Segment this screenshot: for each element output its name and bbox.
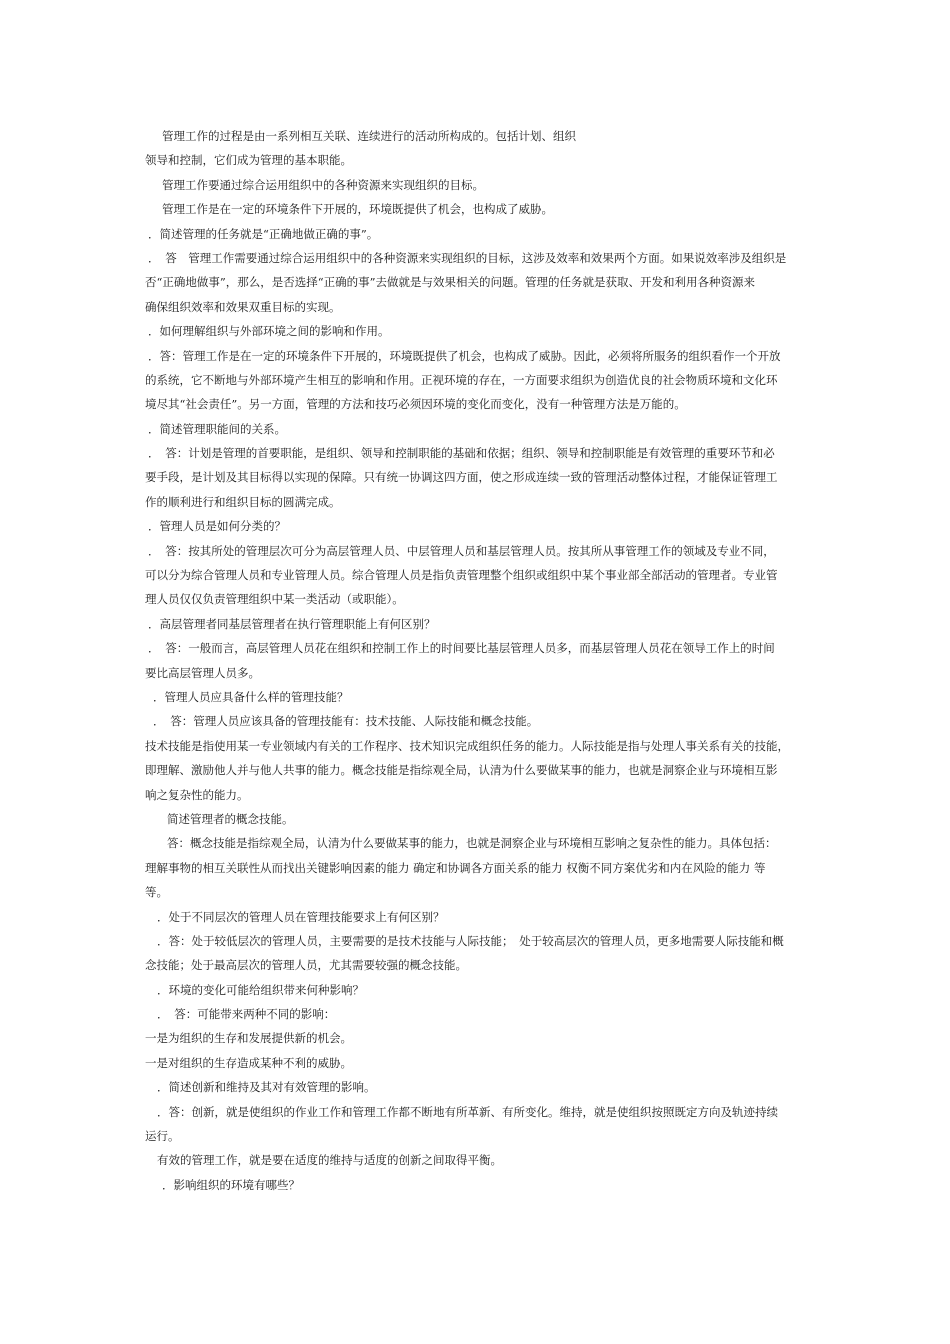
text-line: 管理工作的过程是由一系列相互关联、连续进行的活动所构成的。包括计划、组织 — [162, 129, 576, 143]
text-line: 管理工作要通过综合运用组织中的各种资源来实现组织的目标。 — [162, 177, 484, 192]
text-line: 技术技能是指使用某一专业领域内有关的工作程序、技术知识完成组织任务的能力。人际技能是指与处理人事关系有关的技能， — [145, 738, 789, 753]
answer-line: ．答：处于较低层次的管理人员，主要需要的是技术技能与人际技能； 处于较高层次的管理人员，更多地需要人际技能和概 — [157, 933, 784, 948]
text-line: 境尽其“社会责任”。另一方面，管理的方法和技巧必须因环境的变化而变化，没有一种管理方法是万能的。 — [145, 397, 686, 412]
text-line: 确保组织效率和效果双重目标的实现。 — [145, 299, 341, 314]
question-line: ．影响组织的环境有哪些？ — [162, 1177, 300, 1192]
question-line: 简述管理者的概念技能。 — [167, 811, 294, 826]
text-line: 理人员仅仅负责管理组织中某一类活动（或职能）。 — [145, 592, 404, 607]
text-line: 的系统，它不断地与外部环境产生相互的影响和作用。正视环境的存在，一方面要求组织为创造优良的社会物质环境和文化环 — [145, 372, 778, 387]
answer-line: ． 答：管理人员应该具备的管理技能有：技术技能、人际技能和概念技能。 — [153, 714, 539, 729]
answer-line: 答：概念技能是指综观全局，认清为什么要做某事的能力，也就是洞察企业与环境相互影响之复杂性的能力。具体包括： — [167, 836, 777, 851]
text-line: 等。 — [145, 885, 168, 900]
text-line: 念技能；处于最高层次的管理人员，尤其需要较强的概念技能。 — [145, 958, 467, 973]
answer-line: ． 答：计划是管理的首要职能，是组织、领导和控制职能的基础和依据；组织、领导和控制职能是有效管理的重要环节和必 — [148, 446, 775, 461]
text-line: 作的顺利进行和组织目标的圆满完成。 — [145, 494, 341, 509]
text-line: 运行。 — [145, 1129, 180, 1144]
question-line: ．简述管理职能间的关系。 — [148, 421, 286, 436]
question-line: ．如何理解组织与外部环境之间的影响和作用。 — [148, 324, 390, 339]
text-line: 可以分为综合管理人员和专业管理人员。综合管理人员是指负责管理整个组织或组织中某个事业部全部活动的管理者。专业管 — [145, 568, 778, 583]
text-line: 要手段，是计划及其目标得以实现的保障。只有统一协调这四方面，使之形成连续一致的管理活动整体过程，才能保证管理工 — [145, 470, 778, 485]
answer-line: ．答：管理工作是在一定的环境条件下开展的，环境既提供了机会，也构成了威胁。因此，必须将所服务的组织看作一个开放 — [148, 348, 781, 363]
text-line: 否“正确地做事”，那么，是否选择“正确的事”去做就是与效果相关的问题。管理的任务就是获取、开发和利用各种资源来 — [145, 275, 756, 290]
text-line: 管理工作是在一定的环境条件下开展的，环境既提供了机会，也构成了威胁。 — [162, 202, 553, 217]
answer-line: ． 答：可能带来两种不同的影响： — [157, 1007, 336, 1022]
question-line: ．管理人员是如何分类的？ — [148, 519, 286, 534]
answer-line: ． 答：按其所处的管理层次可分为高层管理人员、中层管理人员和基层管理人员。按其所从事管理工作的领域及专业不同， — [148, 543, 775, 558]
document-body — [145, 124, 813, 1197]
text-line: 响之复杂性的能力。 — [145, 787, 249, 802]
answer-line: ． 答 管理工作需要通过综合运用组织中的各种资源来实现组织的目标，这涉及效率和效果两个方面。如果说效率涉及组织是 — [148, 250, 787, 265]
text-line: 要比高层管理人员多。 — [145, 665, 260, 680]
text-line: 一是为组织的生存和发展提供新的机会。 — [145, 1031, 352, 1046]
question-line: ．处于不同层次的管理人员在管理技能要求上有何区别？ — [157, 909, 445, 924]
question-line: ．环境的变化可能给组织带来何种影响？ — [157, 982, 364, 997]
text-line: 理解事物的相互关联性从而找出关键影响因素的能力 确定和协调各方面关系的能力 权衡不同方案优劣和内在风险的能力 等 — [145, 860, 766, 875]
question-line: ．简述创新和维持及其对有效管理的影响。 — [157, 1080, 376, 1095]
question-line: ．高层管理者同基层管理者在执行管理职能上有何区别？ — [148, 616, 436, 631]
answer-line: ． 答：一般而言，高层管理人员花在组织和控制工作上的时间要比基层管理人员多，而基层管理人员花在领导工作上的时间 — [148, 641, 775, 656]
text-line: 一是对组织的生存造成某种不利的威胁。 — [145, 1055, 352, 1070]
text-line: 即理解、激励他人并与他人共事的能力。概念技能是指综观全局，认清为什么要做某事的能力，也就是洞察企业与环境相互影 — [145, 763, 778, 778]
question-line: ．管理人员应具备什么样的管理技能？ — [153, 689, 349, 704]
text-line: 领导和控制，它们成为管理的基本职能。 — [145, 153, 352, 168]
answer-line: ．答：创新，就是使组织的作业工作和管理工作都不断地有所革新、有所变化。维持，就是使组织按照既定方向及轨迹持续 — [157, 1104, 778, 1119]
question-line: ．简述管理的任务就是“正确地做正确的事”。 — [148, 226, 379, 241]
text-line: 有效的管理工作，就是要在适度的维持与适度的创新之间取得平衡。 — [157, 1153, 502, 1168]
